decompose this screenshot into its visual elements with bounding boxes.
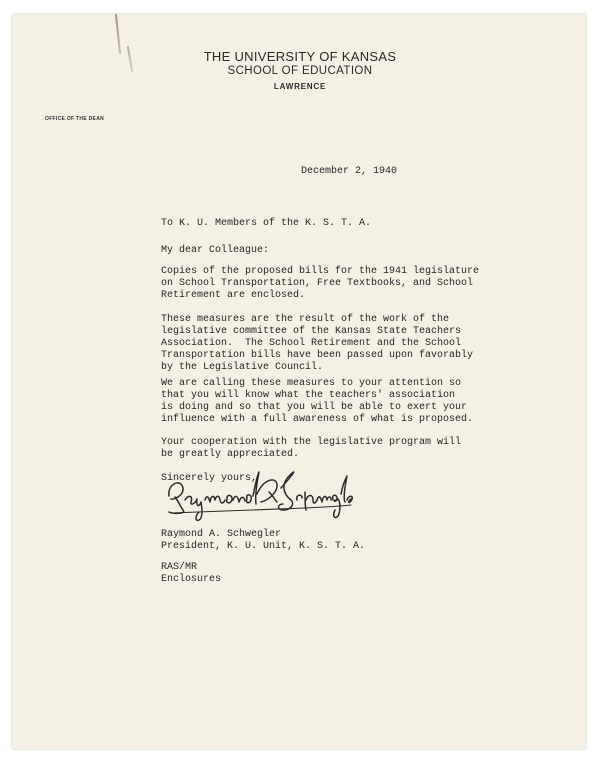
reference-initials: RAS/MR — [161, 562, 198, 573]
letter-paragraph-4: Your cooperation with the legislative program will be greatly appreciated. — [161, 437, 462, 460]
signer-title: President, K. U. Unit, K. S. T. A. — [161, 541, 366, 552]
letterhead-university: THE UNIVERSITY OF KANSAS — [203, 49, 397, 64]
letter-date: December 2, 1940 — [301, 166, 398, 177]
office-of-the-dean-label: OFFICE OF THE DEAN — [45, 116, 105, 122]
letter-addressee: To K. U. Members of the K. S. T. A. — [161, 218, 372, 229]
letter-salutation: My dear Colleague: — [161, 245, 270, 256]
letter-closing: Sincerely yours, — [161, 473, 258, 484]
letter-paragraph-2: These measures are the result of the work of the legislative committee of the Kansas State Teachers Association. The School Retirement and the School Transportation bills have been passed upon favorably by the Legislative Council. — [161, 314, 474, 373]
enclosures-note: Enclosures — [161, 574, 222, 585]
letterhead-school: SCHOOL OF EDUCATION — [227, 65, 373, 77]
letter-paragraph-1: Copies of the proposed bills for the 1941 legislature on School Transportation, Free Textbooks, and School Retirement are enclosed. — [161, 266, 480, 301]
handwritten-signature — [165, 466, 355, 524]
letter-paragraph-3: We are calling these measures to your attention so that you will know what the teachers' association is doing and so that you will be able to exert your influence with a full awareness of what is proposed. — [161, 378, 474, 425]
letterhead-city: LAWRENCE — [273, 82, 327, 91]
signer-name: Raymond A. Schwegler — [161, 529, 282, 540]
